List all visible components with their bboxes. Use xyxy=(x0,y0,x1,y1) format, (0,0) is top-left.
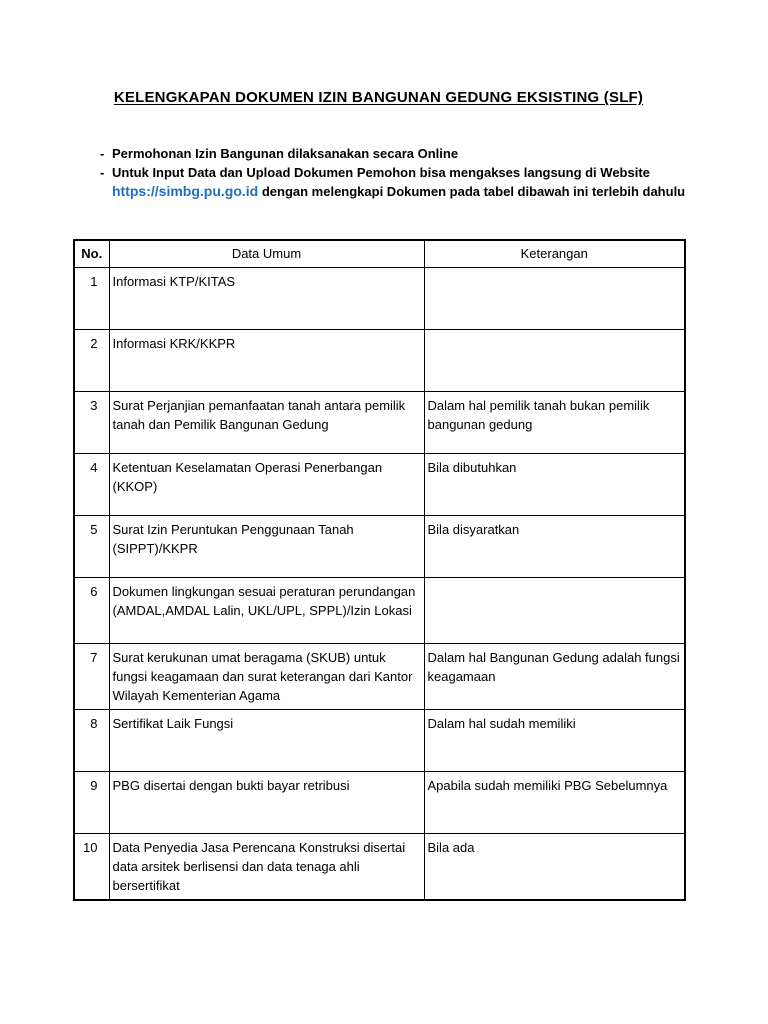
table-header-row xyxy=(74,240,685,268)
row-number: 5 xyxy=(74,516,109,578)
keterangan-cell xyxy=(424,578,685,644)
row-number: 8 xyxy=(74,710,109,772)
dash-bullet: - xyxy=(100,165,105,180)
row-number: 3 xyxy=(74,392,109,454)
keterangan-cell xyxy=(424,330,685,392)
table-row xyxy=(74,454,685,516)
table-row xyxy=(74,330,685,392)
dash-bullet: - xyxy=(100,146,105,161)
row-number: 7 xyxy=(74,644,109,710)
table-row xyxy=(74,392,685,454)
data-umum-cell: Surat Perjanjian pemanfaatan tanah antara pemilik tanah dan Pemilik Bangunan Gedung xyxy=(109,392,424,454)
data-umum-cell: Sertifikat Laik Fungsi xyxy=(109,710,424,772)
page-title: KELENGKAPAN DOKUMEN IZIN BANGUNAN GEDUNG EKSISTING (SLF) xyxy=(113,89,644,106)
data-umum-cell: Data Penyedia Jasa Perencana Konstruksi disertai data arsitek berlisensi dan data tenaga ahli bersertifikat xyxy=(109,834,424,901)
table-row xyxy=(74,516,685,578)
header-data-umum: Data Umum xyxy=(109,240,424,268)
header-keterangan: Keterangan xyxy=(424,240,685,268)
row-number: 10 xyxy=(74,834,109,901)
intro-item-online xyxy=(100,144,690,163)
table-row xyxy=(74,710,685,772)
keterangan-cell: Bila disyaratkan xyxy=(424,516,685,578)
row-number: 2 xyxy=(74,330,109,392)
data-umum-cell: Surat kerukunan umat beragama (SKUB) untuk fungsi keagamaan dan surat keterangan dari Kantor Wilayah Kementerian Agama xyxy=(109,644,424,710)
table-row xyxy=(74,268,685,330)
data-umum-cell: Surat Izin Peruntukan Penggunaan Tanah (SIPPT)/KKPR xyxy=(109,516,424,578)
website-link[interactable]: https://simbg.pu.go.id xyxy=(112,183,259,199)
data-umum-cell: Informasi KRK/KKPR xyxy=(109,330,424,392)
data-umum-cell: Ketentuan Keselamatan Operasi Penerbangan (KKOP) xyxy=(109,454,424,516)
keterangan-cell: Dalam hal sudah memiliki xyxy=(424,710,685,772)
row-number: 1 xyxy=(74,268,109,330)
row-number: 4 xyxy=(74,454,109,516)
data-umum-cell: PBG disertai dengan bukti bayar retribusi xyxy=(109,772,424,834)
table-row xyxy=(74,834,685,901)
intro-list xyxy=(100,144,690,201)
document-table xyxy=(73,239,686,901)
keterangan-cell: Dalam hal Bangunan Gedung adalah fungsi keagamaan xyxy=(424,644,685,710)
table-row xyxy=(74,578,685,644)
keterangan-cell: Bila dibutuhkan xyxy=(424,454,685,516)
row-number: 9 xyxy=(74,772,109,834)
data-umum-cell: Informasi KTP/KITAS xyxy=(109,268,424,330)
intro-text-upload-suffix: dengan melengkapi Dokumen pada tabel dibawah ini terlebih dahulu xyxy=(261,184,686,199)
intro-text-online: Permohonan Izin Bangunan dilaksanakan secara Online xyxy=(112,146,459,161)
keterangan-cell: Apabila sudah memiliki PBG Sebelumnya xyxy=(424,772,685,834)
intro-item-upload xyxy=(100,163,690,201)
keterangan-cell: Dalam hal pemilik tanah bukan pemilik bangunan gedung xyxy=(424,392,685,454)
keterangan-cell xyxy=(424,268,685,330)
keterangan-cell: Bila ada xyxy=(424,834,685,901)
row-number: 6 xyxy=(74,578,109,644)
header-no: No. xyxy=(74,240,109,268)
intro-text-upload-prefix: Untuk Input Data dan Upload Dokumen Pemohon bisa mengakses langsung di Website xyxy=(112,165,650,180)
data-umum-cell: Dokumen lingkungan sesuai peraturan perundangan (AMDAL,AMDAL Lalin, UKL/UPL, SPPL)/Izin Lokasi xyxy=(109,578,424,644)
table-row xyxy=(74,644,685,710)
table-row xyxy=(74,772,685,834)
